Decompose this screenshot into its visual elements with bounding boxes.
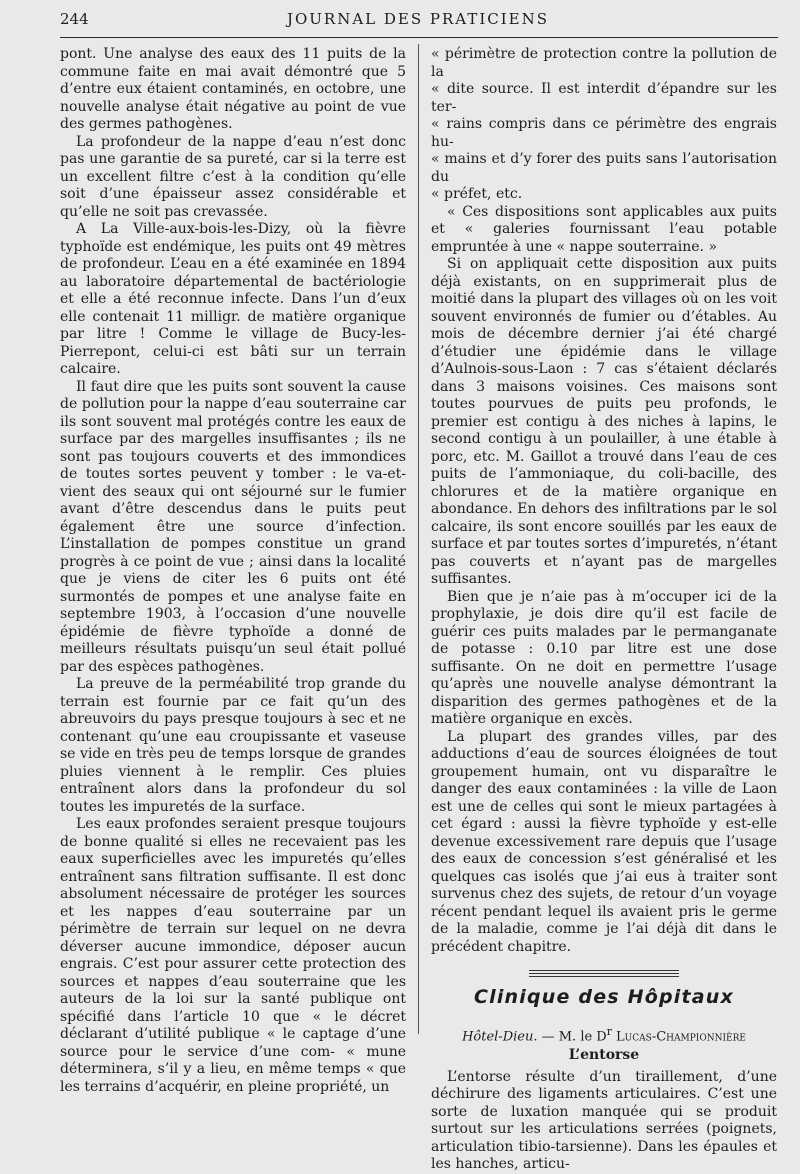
- section-separator: [529, 970, 679, 977]
- paragraph: A La Ville-aux-bois-les-Dizy, où la fièvre typhoïde est endémique, les puits ont 49 mètres de profondeur. L’eau en a été examinée en 1894 au laboratoire départemental de bactériologie et elle a été reconnue infecte. Dans l’un d’eux elle contenait 11 milligr. de matière organique par litre ! Comme le village de Bucy-les-Pierrepont, celui-ci est bâti sur un terrain calcaire.: [60, 221, 406, 377]
- quote-line: « périmètre de protection contre la pollution de la: [431, 46, 777, 80]
- paragraph: La preuve de la perméabilité trop grande du terrain est fournie par ce fait qu’un des abreuvoirs du pays presque toujours à sec et ne contenant qu’une eau croupissante et vaseuse se vide en très peu de temps lorsque de grandes pluies viennent à le remplir. Ces pluies entraînent alors dans la profondeur du sol toutes les impuretés de la surface.: [60, 676, 406, 815]
- left-column: [60, 46, 406, 1096]
- section-title: Clinique des Hôpitaux: [473, 986, 734, 1008]
- paragraph: La profondeur de la nappe d’eau n’est donc pas une garantie de sa pureté, car si la terre est un excellent filtre c’est à la condition qu’elle soit d’une épaisseur assez considérable et qu’elle ne soit pas crevassée.: [60, 133, 406, 220]
- quote-line: « dite source. Il est interdit d’épandre sur les ter-: [431, 81, 777, 115]
- paragraph: Bien que je n’aie pas à m’occuper ici de la prophylaxie, je dois dire qu’il est facile de guérir ces puits malades par le permanganate de potasse : 0.10 par litre est une dose suffisante. On ne doit en permettre l’usage qu’après une nouvelle analyse démontrant la disparition des germes pathogènes et de la matière organique en excès.: [431, 588, 777, 727]
- paragraph: pont. Une analyse des eaux des 11 puits de la commune faite en mai avait démontré que 5 d’entre eux étaient contaminés, en octobre, une nouvelle analyse était négative au point de vue des germes pathogènes.: [60, 46, 406, 132]
- paragraph: L’entorse résulte d’un tiraillement, d’une déchirure des ligaments articulaires. C’est une sorte de luxation manquée qui se produit surtout sur les articulations serrées (poignets, articulation tibio-tarsienne). Dans les épaules et les hanches, articu-: [431, 1068, 777, 1173]
- byline-name: Lucas-Championnière: [611, 1028, 746, 1044]
- page-header: [60, 10, 776, 34]
- byline-place: Hôtel-Dieu.: [462, 1028, 538, 1044]
- page-number: 244: [60, 10, 89, 28]
- paragraph: Les eaux profondes seraient presque toujours de bonne qualité si elles ne recevaient pas les eaux superficielles avec les impuretés qu’elles entraînent sans filtration suffisante. Il est donc absolument nécessaire de protéger les sources et les nappes d’eau souterraine par un périmètre de terrain sur lequel on ne devra déverser aucune immondice, déposer aucun engrais. C’est pour assurer cette protection des sources et nappes d’eau souterraine que les auteurs de la loi sur la santé publique ont spécifié dans l’article 10 que « le décret déclarant d’utilité publique « le captage d’une source pour le service d’une com- « mune déterminera, s’il y a lieu, en même temps « que les terrains d’acquérir, en pleine propriété, un: [60, 816, 406, 1095]
- journal-title: JOURNAL DES PRATICIENS: [286, 10, 550, 28]
- byline: [431, 1023, 777, 1046]
- quote-line: « rains compris dans ce périmètre des engrais hu-: [431, 116, 777, 150]
- article-subtitle: L’entorse: [568, 1047, 640, 1064]
- quote-line: « mains et d’y forer des puits sans l’autorisation du: [431, 151, 777, 185]
- byline-sup: r: [606, 1024, 612, 1038]
- header-rule: [60, 37, 778, 38]
- quote-paragraph: « Ces dispositions sont applicables aux puits et « galeries fournissant l’eau potable empruntée à une « nappe souterraine. »: [431, 203, 777, 255]
- paragraph: Il faut dire que les puits sont souvent la cause de pollution pour la nappe d’eau souterraine car ils sont souvent mal protégés contre les eaux de surface par des margelles insuffisantes ; ils ne sont pas toujours couverts et des immondices de toutes sortes peuvent y tomber : le va-et-vient des seaux qui ont séjourné sur le fumier avant d’être descendus dans le puits peut également être une source d’infection. L’installation de pompes constitue un grand progrès à ce point de vue ; ainsi dans la localité que je viens de citer les 6 puits ont été surmontés de pompes et une analyse faite en septembre 1903, à l’occasion d’une nouvelle épidémie de fièvre typhoïde a donné de meilleurs résultats puisqu’un seul était pollué par des espèces pathogènes.: [60, 378, 406, 675]
- column-divider: [418, 44, 419, 1034]
- byline-dash: — M. le D: [537, 1028, 607, 1044]
- quote-block: [431, 46, 777, 204]
- right-column: [431, 46, 777, 1174]
- paragraph: La plupart des grandes villes, par des adductions d’eau de sources éloignées de tout groupement humain, ont vu disparaître le danger des eaux contaminées : la ville de Laon est une de celles qui sont le mieux partagées à cet égard : aussi la fièvre typhoïde y est-elle devenue excessivement rare depuis que l’usage des eaux de concession s’est généralisé et les quelques cas isolés que j’ai eus à traiter sont survenus chez des sujets, de retour d’un voyage récent pendant lequel ils avaient pris le germe de la maladie, comme je l’ai déjà dit dans le précédent chapitre.: [431, 728, 777, 955]
- quote-line: « préfet, etc.: [431, 186, 523, 202]
- paragraph: Si on appliquait cette disposition aux puits déjà existants, on en supprimerait plus de moitié dans la plupart des villages où on les voit souvent environnés de fumier ou d’étables. Au mois de décembre dernier j’ai été chargé d’étudier une épidémie dans le village d’Aulnois-sous-Laon : 7 cas s’étaient déclarés dans 3 maisons voisines. Ces maisons sont toutes pourvues de puits peu profonds, le premier est contigu à des niches à lapins, le second contigu à un poulailler, à une étable à porc, etc. M. Gaillot a trouvé dans l’eau de ces puits de l’ammoniaque, du coli-bacille, des chlorures et de la matière organique en abondance. En dehors des infiltrations par le sol calcaire, ils sont encore souillés par les eaux de surface et par toutes sortes d’impuretés, n’étant pas couverts et n’ayant pas de margelles suffisantes.: [431, 256, 777, 587]
